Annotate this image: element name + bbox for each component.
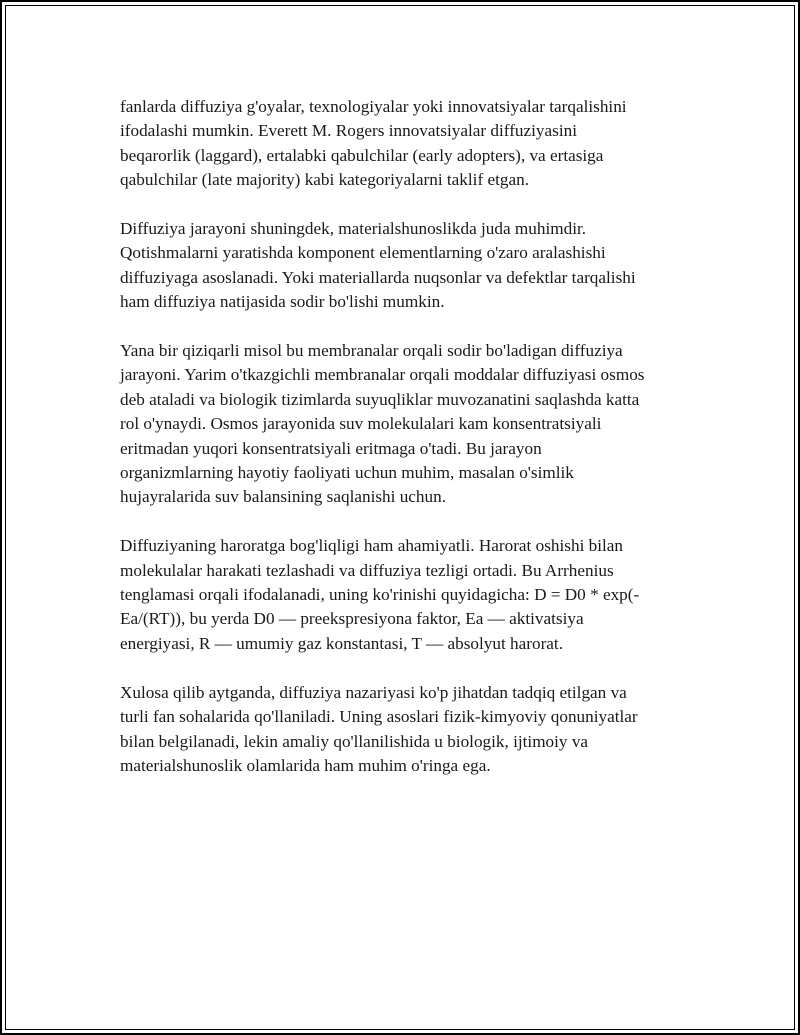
text-line: qabulchilar (late majority) kabi kategoriyalarni taklif etgan.: [120, 170, 529, 190]
paragraph: [120, 534, 690, 656]
text-line: deb ataladi va biologik tizimlarda suyuqliklar muvozanatini saqlashda katta: [120, 389, 640, 409]
paragraph: [120, 217, 690, 315]
text-line: jarayoni. Yarim o'tkazgichli membranalar orqali moddalar diffuziyasi osmos: [120, 365, 645, 385]
text-line: beqarorlik (laggard), ertalabki qabulchilar (early adopters), va ertasiga: [120, 145, 604, 165]
text-line: ham diffuziya natijasida sodir bo'lishi mumkin.: [120, 292, 445, 312]
paragraph: [120, 95, 690, 193]
text-line: tenglamasi orqali ifodalanadi, uning ko'rinishi quyidagicha: D = D0 * exp(-: [120, 585, 640, 605]
document-body: [120, 95, 690, 803]
text-line: Diffuziyaning haroratga bog'liqligi ham ahamiyatli. Harorat oshishi bilan: [120, 536, 624, 556]
text-line: Ea/(RT)), bu yerda D0 — preekspresiyona faktor, Ea — aktivatsiya: [120, 609, 584, 629]
text-line: rol o'ynaydi. Osmos jarayonida suv molekulalari kam konsentratsiyali: [120, 414, 602, 434]
text-line: ifodalashi mumkin. Everett M. Rogers innovatsiyalar diffuziyasini: [120, 121, 577, 141]
text-line: turli fan sohalarida qo'llaniladi. Uning asoslari fizik-kimyoviy qonuniyatlar: [120, 707, 638, 727]
text-line: Diffuziya jarayoni shuningdek, materialshunoslikda juda muhimdir.: [120, 219, 587, 239]
text-line: Xulosa qilib aytganda, diffuziya nazariyasi ko'p jihatdan tadqiq etilgan va: [120, 682, 627, 702]
text-line: hujayralarida suv balansining saqlanishi uchun.: [120, 487, 447, 507]
paragraph: [120, 681, 690, 779]
text-line: fanlarda diffuziya g'oyalar, texnologiyalar yoki innovatsiyalar tarqalishini: [120, 97, 627, 116]
text-line: molekulalar harakati tezlashadi va diffuziya tezligi ortadi. Bu Arrhenius: [120, 560, 614, 580]
text-line: energiyasi, R — umumiy gaz konstantasi, T — absolyut harorat.: [120, 633, 563, 653]
paragraph: [120, 339, 690, 510]
text-line: Yana bir qiziqarli misol bu membranalar orqali sodir bo'ladigan diffuziya: [120, 341, 623, 361]
text-line: bilan belgilanadi, lekin amaliy qo'llanilishida u biologik, ijtimoiy va: [120, 731, 589, 751]
text-line: eritmadan yuqori konsentratsiyali eritmaga o'tadi. Bu jarayon: [120, 438, 542, 458]
text-line: diffuziyaga asoslanadi. Yoki materiallarda nuqsonlar va defektlar tarqalishi: [120, 267, 636, 287]
text-line: Qotishmalarni yaratishda komponent elementlarning o'zaro aralashishi: [120, 243, 606, 263]
text-line: materialshunoslik olamlarida ham muhim o'ringa ega.: [120, 755, 491, 775]
text-line: organizmlarning hayotiy faoliyati uchun muhim, masalan o'simlik: [120, 463, 574, 483]
